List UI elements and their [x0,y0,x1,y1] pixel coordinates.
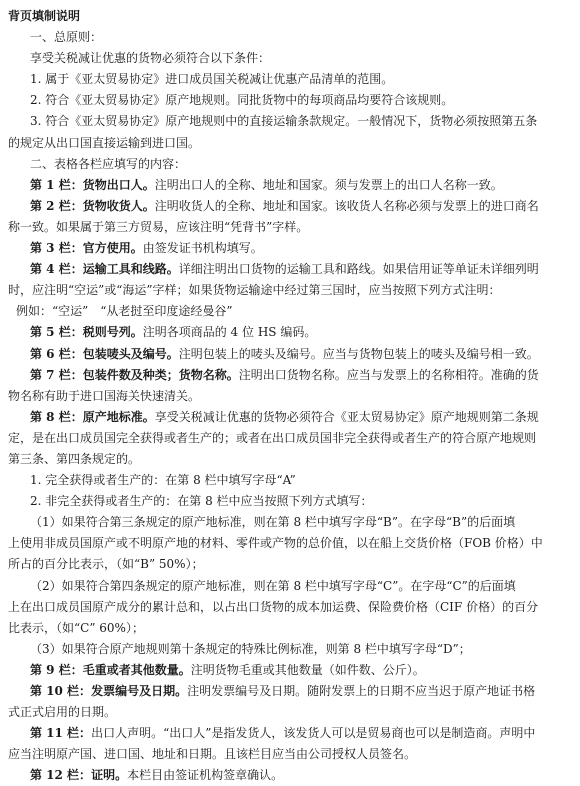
field-3-text: 由签发证书机构填写。 [142,241,263,256]
field-4-label: 第 4 栏： [30,262,83,277]
field-10-name: 发票编号及日期。 [91,684,188,698]
field-2-entry [8,196,572,217]
field-8-item-2: 2. 非完全获得或者生产的：在第 8 栏中应当按照下列方式填写： [30,494,373,509]
field-8-continuation-2: 第三条、第四条规定的。 [8,451,141,466]
field-10-continuation: 式正式启用的日期。 [8,705,117,720]
field-8-continuation-1: 定，是在出口成员国完全获得或者生产的；或者在出口成员国非完全获得或者生产的符合原产地规则 [8,430,537,445]
field-12-name: 证明。 [91,768,128,783]
field-1-name: 货物出口人。 [82,177,155,192]
field-9-entry [8,660,572,681]
field-11-continuation: 应当注明原产国、进口国、地址和日期。且该栏目应当由公司授权人员签名。 [8,747,417,762]
field-11-label: 第 11 栏： [30,726,92,741]
field-8-name: 原产地标准。 [82,409,155,424]
field-11-text: 出口人声明。“出口人”是指发货人，该发货人可以是贸易商也可以是制造商。声明中 [91,726,536,741]
field-7-label: 第 7 栏： [30,367,83,382]
condition-3-line-1: 3. 符合《亚太贸易协定》原产地规则中的直接运输条款规定。一般情况下，货物必须按照第五条 [30,114,538,129]
field-8-entry [8,407,572,428]
field-8-sub-1-line-3: 所占的百分比表示，（如“B” 50%）； [8,557,204,572]
field-10-text: 注明发票编号及日期。随附发票上的日期不应当迟于原产地证书格 [187,684,536,698]
field-5-text: 注明各项商品的 4 位 HS 编码。 [142,325,317,340]
field-11-entry [8,723,572,744]
document-title: 背页填制说明 [8,9,81,23]
field-3-name: 官方使用。 [82,241,143,256]
field-7-continuation: 物名称有助于进口国海关快速清关。 [8,388,201,403]
field-4-text: 详细注明出口货物的运输工具和路线。如果信用证等单证未详细列明 [178,262,539,277]
field-8-sub-2-line-2: 上在出口成员国原产成分的累计总和，以占出口货物的成本加运费、保险费价格（CIF 价格）的百分 [8,599,539,614]
field-5-entry [8,322,572,343]
field-1-entry [8,175,572,196]
condition-1: 1. 属于《亚太贸易协定》进口成员国关税减让优惠产品清单的范围。 [30,72,394,87]
field-7-entry [8,365,572,386]
field-5-label: 第 5 栏： [30,325,83,340]
field-7-name: 包装件数及种类；货物名称。 [82,367,239,382]
condition-3-line-2: 的规定从出口国直接运输到进口国。 [8,135,201,150]
field-3-label: 第 3 栏： [30,241,83,256]
field-6-text: 注明包装上的唛头及编号。应当与货物包装上的唛头及编号相一致。 [178,346,539,361]
field-7-text: 注明出口货物名称。应当与发票上的名称相符。准确的货 [238,367,539,382]
field-8-sub-2-line-3: 比表示，（如“C” 60%）； [8,620,144,635]
field-1-label: 第 1 栏： [30,177,83,192]
field-4-entry [8,259,572,280]
section-1-heading: 一、总原则： [30,30,103,45]
field-2-continuation: 称一致。如果属于第三方贸易，应该注明“凭背书”字样。 [8,219,309,234]
field-8-sub-1-line-2: 上使用非成员国原产或不明原产地的材料、零件或产物的总价值，以在船上交货价格（FOB 价格）中 [8,536,543,551]
field-9-name: 毛重或者其他数量。 [82,662,191,677]
field-6-label: 第 6 栏： [30,346,83,361]
section-1-intro: 享受关税减让优惠的货物必须符合以下条件： [30,51,271,66]
field-9-label: 第 9 栏： [30,662,83,677]
field-12-entry [8,765,572,786]
field-3-entry [8,238,572,259]
field-8-sub-3: （3）如果符合原产地规则第十条规定的特殊比例标准，则第 8 栏中填写字母“D”； [30,641,471,656]
field-8-text: 享受关税减让优惠的货物必须符合《亚太贸易协定》原产地规则第二条规 [154,409,539,424]
field-2-label: 第 2 栏： [30,198,83,213]
field-8-label: 第 8 栏： [30,409,83,424]
field-4-example: 例如：“空运” “从老挝至印度途经曼谷” [16,304,233,319]
condition-2: 2. 符合《亚太贸易协定》原产地规则。同批货物中的每项商品均要符合该规则。 [30,93,454,108]
field-2-name: 货物收货人。 [82,198,155,213]
field-5-name: 税则号列。 [82,325,143,340]
field-8-sub-1-line-1: （1）如果符合第三条规定的原产地标准，则在第 8 栏中填写字母“B”。在字母“B”的后面填 [30,515,516,530]
field-6-name: 包装唛头及编号。 [82,346,179,361]
section-2-heading: 二、表格各栏应填写的内容： [30,156,187,171]
field-12-text: 本栏目由签证机构签章确认。 [127,768,284,783]
field-4-name: 运输工具和线路。 [82,262,179,277]
field-6-entry [8,344,572,365]
field-10-label: 第 10 栏： [30,684,92,698]
field-1-text: 注明出口人的全称、地址和国家。须与发票上的出口人名称一致。 [154,177,503,192]
field-2-text: 注明收货人的全称、地址和国家。该收货人名称必须与发票上的进口商名 [154,198,539,213]
field-10-entry [8,681,572,702]
field-8-item-1: 1. 完全获得或者生产的：在第 8 栏中填写字母“A” [30,473,296,488]
field-12-label: 第 12 栏： [30,768,92,783]
field-9-text: 注明货物毛重或其他数量（如件数、公斤）。 [190,662,425,677]
field-4-continuation: 时，应注明“空运”或“海运”字样；如果货物运输途中经过第三国时，应当按照下列方式注明： [8,283,501,298]
field-8-sub-2-line-1: （2）如果符合第四条规定的原产地标准，则在第 8 栏中填写字母“C”。在字母“C”的后面填 [30,578,516,593]
